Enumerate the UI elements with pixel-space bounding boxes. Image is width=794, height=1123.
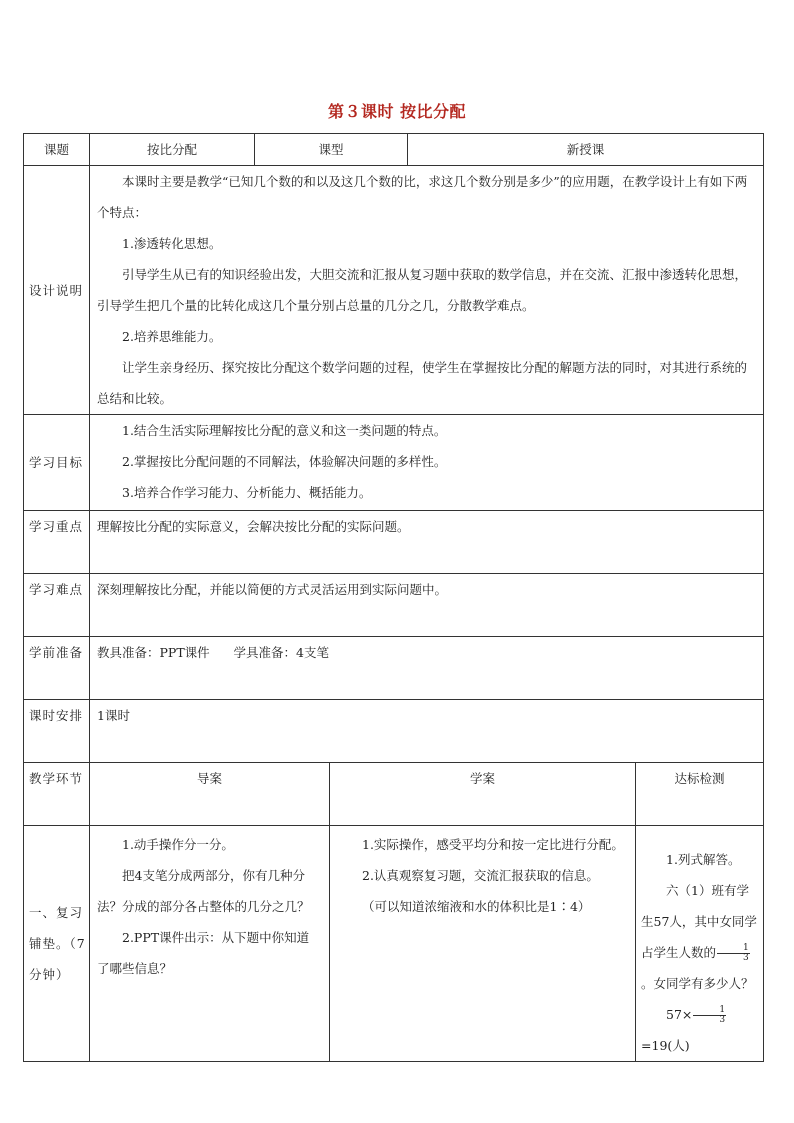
study-line: （可以知道浓缩液和水的体积比是1∶4） [362,899,591,914]
goal-item: 2.掌握按比分配问题的不同解法，体验解决问题的多样性。 [122,454,447,469]
fraction-denominator: 3 [719,1015,726,1025]
stage-column-header: 教学环节 [24,763,90,826]
step1-study [330,826,636,1062]
topic-label: 课题 [24,134,90,166]
key-point-text: 理解按比分配的实际意义，会解决按比分配的实际问题。 [90,511,764,574]
type-value: 新授课 [408,134,764,166]
goal-item: 1.结合生活实际理解按比分配的意义和这一类问题的特点。 [122,423,447,438]
step1-stage: 一、复习铺垫。（7分钟） [24,826,90,1062]
design-intro: 本课时主要是教学“已知几个数的和以及这几个数的比，求这几个数分别是多少”的应用题，在教学设计上有如下两个特点： [97,174,748,220]
fraction-denominator: 3 [743,953,749,963]
fraction-numerator: 1 [693,1006,726,1016]
topic-value: 按比分配 [90,134,255,166]
design-point2-title: 2.培养思维能力。 [122,329,222,344]
design-content [90,166,764,415]
design-point2-body: 让学生亲身经历、探究按比分配这个数学问题的过程，使学生在掌握按比分配的解题方法的同时，对其进行系统的总结和比较。 [97,360,748,406]
page-title: 第３课时 按比分配 [327,102,467,121]
study-line: 2.认真观察复习题，交流汇报获取的信息。 [362,868,599,883]
study-column-header: 学案 [330,763,636,826]
step1-row [24,826,764,1062]
goals-row [24,415,764,511]
guide-line: 1.动手操作分一分。 [122,837,234,852]
header-row [24,134,764,166]
lesson-plan-table [23,133,764,1062]
fraction [693,1006,726,1025]
guide-line: 2.PPT课件出示：从下题中你知道了哪些信息？ [97,930,310,976]
design-label: 设计说明 [24,166,90,415]
difficulty-label: 学习难点 [24,574,90,637]
step1-check [636,826,764,1062]
prep-row [24,637,764,700]
guide-column-header: 导案 [90,763,330,826]
check-text-b: 。女同学有多少人？ [641,976,754,991]
check-column-header: 达标检测 [636,763,764,826]
type-label: 课型 [255,134,408,166]
schedule-row [24,700,764,763]
check-title: 1.列式解答。 [666,852,741,867]
study-line: 1.实际操作，感受平均分和按一定比进行分配。 [362,837,624,852]
prep-text: 教具准备：PPT课件 学具准备：4支笔 [90,637,764,700]
goals-label: 学习目标 [24,415,90,511]
formula-a: 57× [666,1007,693,1022]
fraction [717,944,750,963]
goal-item: 3.培养合作学习能力、分析能力、概括能力。 [122,485,372,500]
schedule-text: 1课时 [90,700,764,763]
guide-line: 把4支笔分成两部分，你有几种分法？分成的部分各占整体的几分之几？ [97,868,310,914]
check-problem [641,875,759,999]
design-point1-body: 引导学生从已有的知识经验出发，大胆交流和汇报从复习题中获取的数学信息，并在交流、汇报中渗透转化思想，引导学生把几个量的比转化成这几个量分别占总量的几分之几，分散教学难点。 [97,267,748,313]
fraction-numerator: 1 [717,944,750,954]
key-point-row [24,511,764,574]
difficulty-text: 深刻理解按比分配，并能以简便的方式灵活运用到实际问题中。 [90,574,764,637]
check-formula [641,999,759,1061]
formula-b: =19(人) [641,1038,690,1053]
design-point1-title: 1.渗透转化思想。 [122,236,222,251]
step1-guide [90,826,330,1062]
prep-label: 学前准备 [24,637,90,700]
column-header-row [24,763,764,826]
schedule-label: 课时安排 [24,700,90,763]
difficulty-row [24,574,764,637]
key-point-label: 学习重点 [24,511,90,574]
check-text-a: 六（1）班有学生57人，其中女同学占学生人数的 [641,883,757,960]
goals-content [90,415,764,511]
design-row [24,166,764,415]
